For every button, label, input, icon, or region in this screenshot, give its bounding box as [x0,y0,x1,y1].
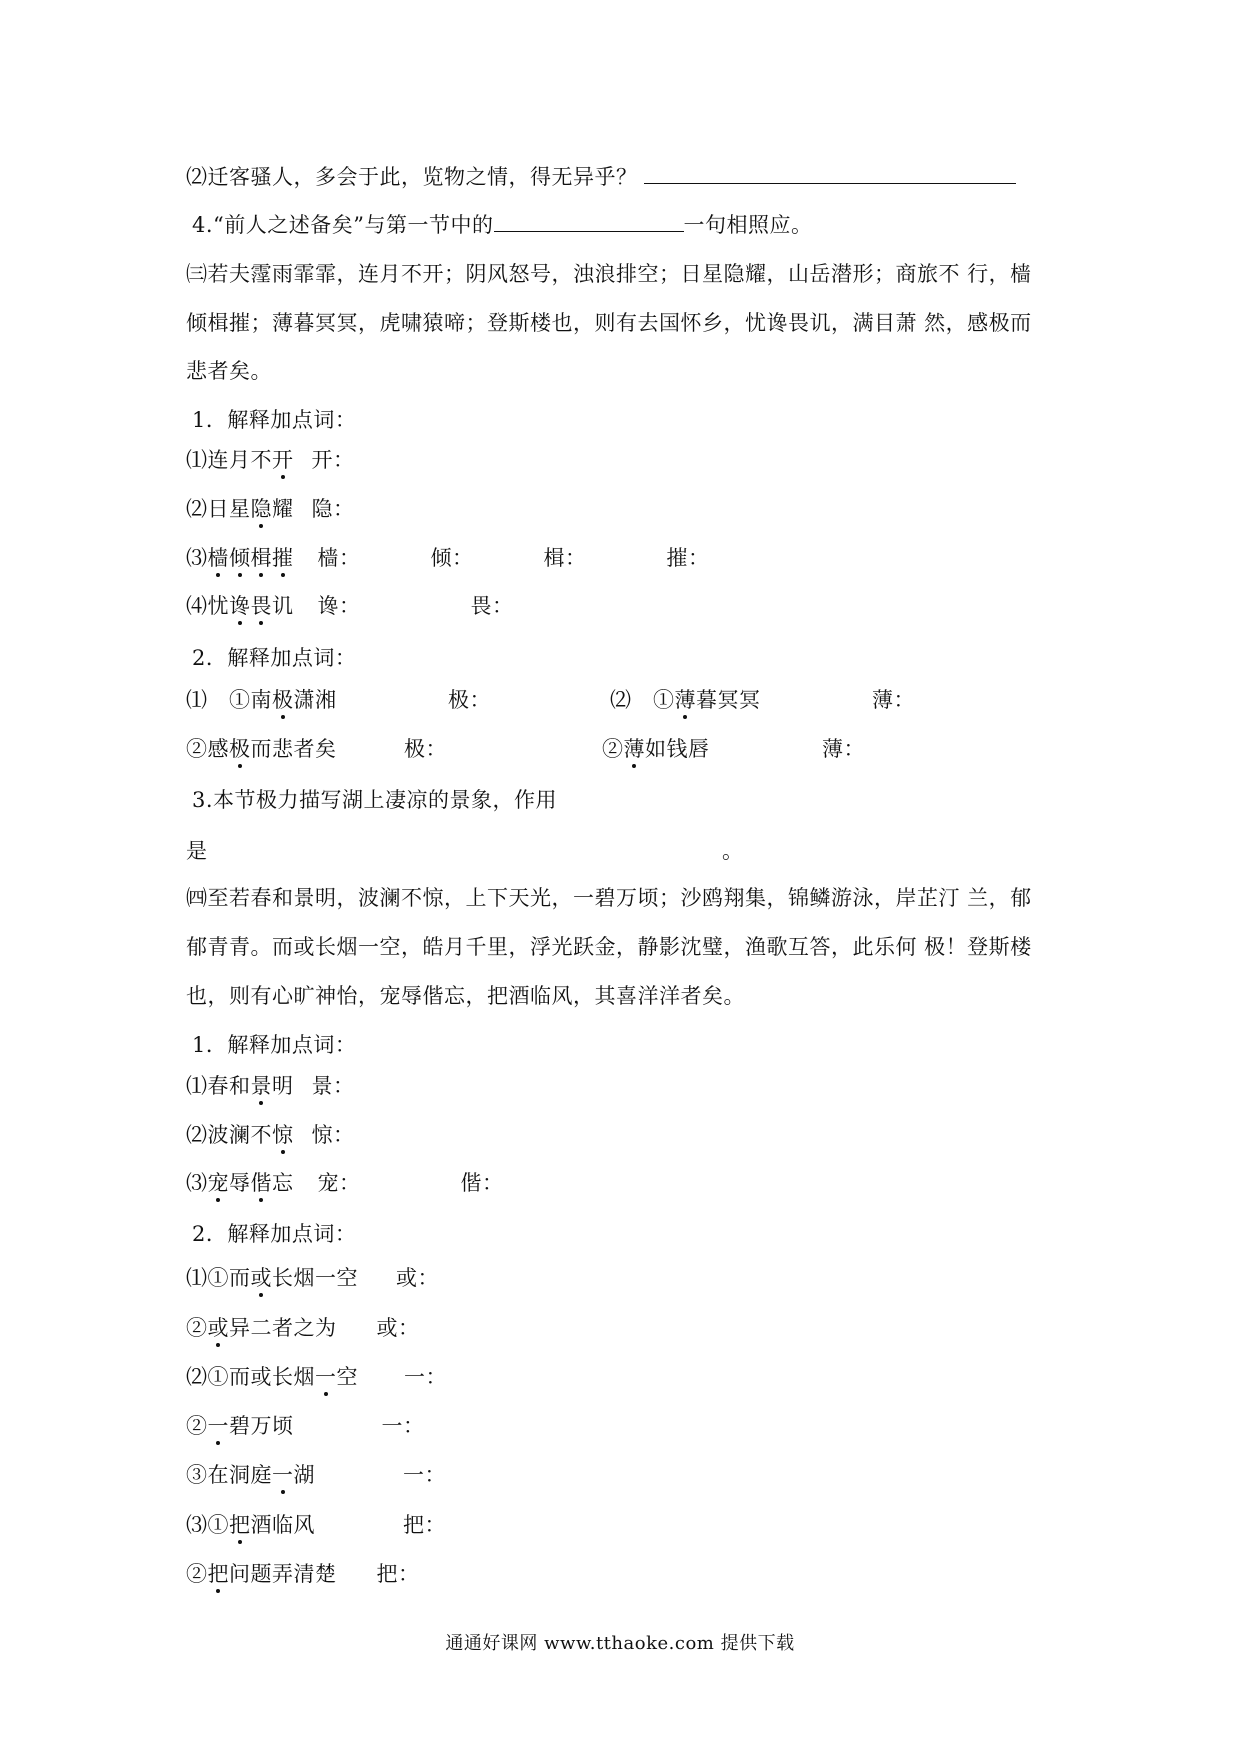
term-label: 或： [396,1266,439,1290]
question-line [186,161,1016,192]
term-label: 畏： [470,594,514,618]
dotted-word: 极 [229,737,251,761]
exercise-text: ② [602,737,624,761]
dotted-word: 把 [229,1513,251,1537]
exercise-text: ⑵①而或长烟 [186,1365,315,1389]
dotted-word: 把 [207,1562,229,1586]
exercise-text: 潇湘 [293,688,337,712]
term-label: 把： [403,1513,446,1537]
dotted-word: 薄 [674,688,696,712]
exercise-line [186,445,355,475]
term-label: 薄： [872,688,915,712]
term-label: 极： [448,688,491,712]
exercise-text: ② [186,1414,208,1438]
section-heading: 1．解释加点词： [192,1033,357,1057]
dotted-word: 惊 [272,1123,294,1147]
exercise-line [186,1559,420,1589]
exercise-text: ②感 [186,737,229,761]
question-line [192,209,813,240]
exercise-line [186,1313,420,1343]
passage-line: ㈣至若春和景明，波澜不惊，上下天光，一碧万顷；沙鸥翔集，锦鳞游泳，岸芷汀 兰，郁 [186,886,1032,910]
exercise-text: ⑴①而 [186,1266,251,1290]
term-label: 极： [404,737,447,761]
passage-line: ㈢若夫霪雨霏霏，连月不开；阴风怒号，浊浪排空；日星隐耀，山岳潜形；商旅不 行，樯 [186,262,1032,286]
dotted-word: 极 [272,688,294,712]
term-label: 谗： [317,594,361,618]
exercise-line [186,494,355,524]
exercise-text: ② [186,1562,208,1586]
dotted-word: 偕 [250,1171,272,1195]
term-label: 或： [376,1316,420,1340]
term-label: 一： [403,1463,446,1487]
answer-blank[interactable] [494,209,684,232]
term-label: 摧： [666,546,710,570]
term-label: 一： [404,1365,447,1389]
answer-blank[interactable] [644,161,1016,184]
exercise-text: 讥 [272,594,294,618]
exercise-text: ⑵波澜不 [186,1123,272,1147]
exercise-text: 湖 [293,1463,315,1487]
exercise-text: ② [186,1316,208,1340]
exercise-text: 问题弄清楚 [229,1562,337,1586]
exercise-text: ⑵ ① [610,688,675,712]
term-label: 一： [381,1414,425,1438]
exercise-text: 明 [272,1074,294,1098]
section-heading: 1．解释加点词： [192,408,357,432]
exercise-text: 异二者之为 [229,1316,337,1340]
exercise-text: ⑴连月不 [186,448,272,472]
dotted-word: 或 [207,1316,229,1340]
term-label: 景： [311,1074,355,1098]
term-label: 楫： [543,546,587,570]
dotted-word: 楫 [250,546,272,570]
exercise-line [186,1263,439,1293]
dotted-word: 一 [207,1414,229,1438]
dotted-word: 宠 [207,1171,229,1195]
exercise-text: 碧万顷 [229,1414,294,1438]
term-label: 隐： [311,497,355,521]
question-text: ⑵迁客骚人，多会于此，览物之情，得无异乎？ [186,165,638,189]
exercise-text: 如钱唇 [645,737,710,761]
term-label: 宠： [317,1171,361,1195]
exercise-text: 酒临风 [250,1513,315,1537]
term-label: 开： [311,448,355,472]
exercise-text: ⑴ ①南 [186,688,272,712]
exercise-text: 忘 [272,1171,294,1195]
exercise-text: ⑵日星 [186,497,251,521]
exercise-text: 而悲者矣 [250,737,337,761]
exercise-text: 耀 [272,497,294,521]
dotted-word: 樯 [207,546,229,570]
exercise-line [186,1460,446,1490]
exercise-line [186,1168,504,1198]
question-text: 一句相照应。 [683,213,813,237]
passage-line: 悲者矣。 [186,359,272,383]
term-label: 偕： [460,1171,504,1195]
question-line [186,836,746,866]
exercise-line [186,543,710,573]
exercise-line [186,1411,425,1441]
dotted-word: 一 [315,1365,337,1389]
exercise-text: ③在洞庭 [186,1463,272,1487]
exercise-line [186,1510,446,1540]
exercise-text: ⑴春和 [186,1074,251,1098]
dotted-word: 或 [250,1266,272,1290]
question-text: 是 [186,839,208,863]
term-label: 把： [376,1562,420,1586]
passage-line: 也，则有心旷神怡，宠辱偕忘，把酒临风，其喜洋洋者矣。 [186,984,745,1008]
term-label: 倾： [430,546,474,570]
term-label: 薄： [822,737,865,761]
exercise-text: 空 [336,1365,358,1389]
dotted-word: 谗 [229,594,251,618]
exercise-text: 辱 [229,1171,251,1195]
page-footer: 通通好课网 www.tthaoke.com 提供下载 [445,1633,795,1654]
exercise-line [186,1120,355,1150]
exercise-line [186,1362,447,1392]
exercise-text: ⑷忧 [186,594,229,618]
dotted-word: 开 [272,448,294,472]
exercise-text: 暮冥冥 [696,688,761,712]
term-label: 惊： [311,1123,355,1147]
passage-line: 倾楫摧；薄暮冥冥，虎啸猿啼；登斯楼也，则有去国怀乡，忧谗畏讥，满目萧 然，感极而 [186,311,1032,335]
dotted-word: 畏 [250,594,272,618]
dotted-word: 薄 [623,737,645,761]
dotted-word: 一 [272,1463,294,1487]
exercise-line [186,1071,355,1101]
question-text: 。 [722,839,744,863]
passage-line: 郁青青。而或长烟一空，皓月千里，浮光跃金，静影沈璧，渔歌互答，此乐何 极！登斯楼 [186,935,1032,959]
exercise-line [186,591,514,621]
dotted-word: 摧 [272,546,294,570]
question-text: 4.“前人之述备矣”与第一节中的 [192,213,494,237]
dotted-word: 景 [250,1074,272,1098]
term-label: 樯： [317,546,361,570]
dotted-word: 隐 [250,497,272,521]
dotted-word: 倾 [229,546,251,570]
exercise-text: ⑶ [186,1171,208,1195]
exercise-text: ⑶① [186,1513,229,1537]
section-heading: 2．解释加点词： [192,646,357,670]
exercise-text: ⑶ [186,546,208,570]
question-text: 3.本节极力描写湖上凄凉的景象，作用 [192,788,558,812]
section-heading: 2．解释加点词： [192,1222,357,1246]
exercise-text: 长烟一空 [272,1266,358,1290]
